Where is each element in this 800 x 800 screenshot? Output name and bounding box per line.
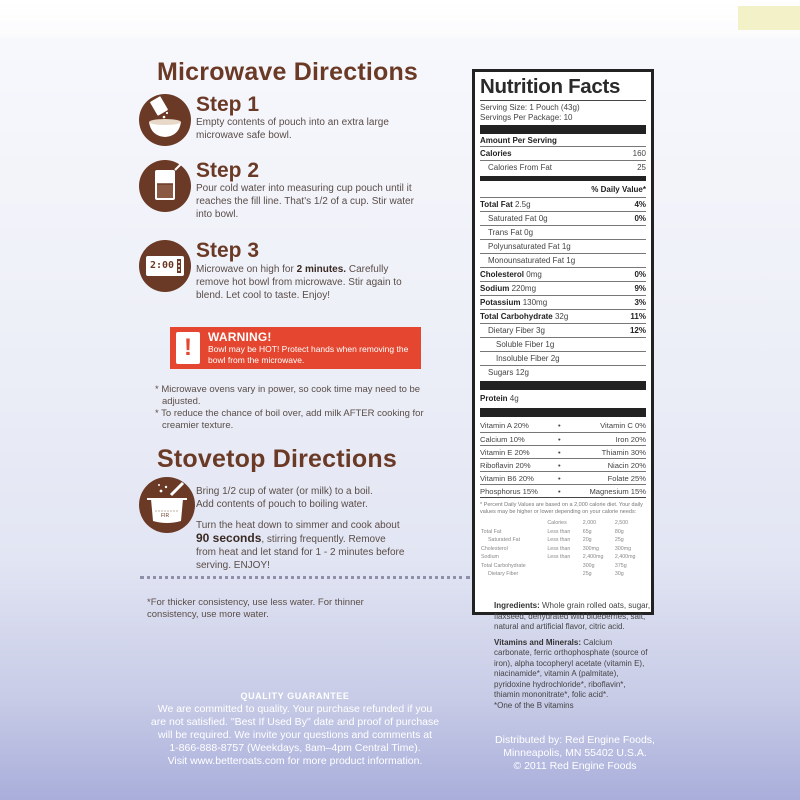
step-1-text <box>196 116 389 142</box>
step-3-text <box>196 263 402 302</box>
note-line: *For thicker consistency, use less water. For thinner <box>147 597 364 608</box>
top-strip <box>0 0 800 38</box>
bullet: • <box>558 421 561 430</box>
stovetop-line: from heat and let stand for 1 - 2 minutes before <box>196 547 405 558</box>
step-2-line: Pour cold water into measuring cup pouch until it <box>196 183 412 194</box>
nutrient-label <box>496 352 560 366</box>
quality-line: We are committed to quality. Your purchase refunded if you <box>157 703 433 715</box>
nutrient-label <box>480 198 531 212</box>
nutrition-title: Nutrition Facts <box>480 75 621 98</box>
nutrient-amount: 32g <box>552 312 569 321</box>
vitamin-value: Phosphorus 15% <box>480 487 538 496</box>
nutrient-label <box>480 282 536 296</box>
nutrient-amount: 2g <box>548 354 560 363</box>
distributor-line: Distributed by: Red Engine Foods, <box>495 734 655 746</box>
nutrient-amount: 2.5g <box>512 200 531 209</box>
step-1-title: Step 1 <box>196 93 260 116</box>
measuring-pouch-icon <box>139 160 191 212</box>
ingredients-text <box>494 601 652 633</box>
calories-fat-row <box>480 160 646 174</box>
dv-table-cell: 300g <box>582 562 595 569</box>
nutrient-name: Polyunsaturated Fat <box>488 242 560 251</box>
dv-table-row <box>480 519 646 528</box>
note-line: consistency, use more water. <box>147 609 269 620</box>
warning-body: Bowl may be HOT! Protect hands when removing the bowl from the microwave. <box>208 344 409 365</box>
nutrient-name: Monounsaturated Fat <box>488 256 565 265</box>
vitamin-value: Vitamin E 20% <box>480 448 530 457</box>
nutrient-dv: 4% <box>634 200 646 209</box>
distributor-info <box>470 734 680 773</box>
dv-table-row <box>480 570 646 579</box>
bullet: • <box>558 474 561 483</box>
divider-thick <box>480 125 646 134</box>
protein-label: Protein <box>480 394 508 403</box>
pouch-bowl-icon <box>139 94 191 146</box>
step-2-line: reaches the fill line. That's 1/2 of a cup. Stir water <box>196 196 414 207</box>
dv-table-row <box>480 562 646 571</box>
nutrient-label <box>480 268 542 282</box>
amount-per-serving: Amount Per Serving <box>480 136 557 145</box>
nutrient-row <box>480 225 646 239</box>
nutrient-row <box>480 337 646 351</box>
nutrient-label <box>488 366 529 380</box>
vitamin-value: Thiamin 30% <box>601 448 646 457</box>
ingredients-block <box>494 601 652 711</box>
vitamin-value: Vitamin A 20% <box>480 421 529 430</box>
nutrient-row <box>480 309 646 323</box>
bullet: • <box>558 461 561 470</box>
exclamation-icon: ! <box>176 332 200 364</box>
nutrient-row <box>480 351 646 365</box>
vitamin-value: Iron 20% <box>615 435 646 444</box>
note-line: * Microwave ovens vary in power, so cook time may need to be <box>155 384 421 395</box>
nutrient-dv: 0% <box>634 270 646 279</box>
nutrient-name: Dietary Fiber <box>488 326 534 335</box>
copyright-line: © 2011 Red Engine Foods <box>513 760 637 772</box>
step-2-title: Step 2 <box>196 159 260 182</box>
ingredients-label: Ingredients: <box>494 601 540 610</box>
quality-line: 1-866-888-8757 (Weekdays, 8am–4pm Central Time). <box>169 742 421 754</box>
stovetop-line: Turn the heat down to simmer and cook about <box>196 520 400 531</box>
consistency-note <box>147 597 457 621</box>
nutrient-label <box>488 226 533 240</box>
dv-table-cell: Calories <box>547 520 567 526</box>
vitamin-value: Folate 25% <box>607 474 646 483</box>
dv-table-cell: Cholesterol <box>481 545 508 552</box>
dv-table-cell: Less than <box>547 528 571 535</box>
note-line: * To reduce the chance of boil over, add milk AFTER cooking for <box>155 408 424 419</box>
dv-header-row <box>480 183 646 197</box>
dv-table-row <box>480 536 646 545</box>
vitamin-row <box>480 432 646 445</box>
vitamin-value: Magnesium 15% <box>589 487 646 496</box>
step-2-text <box>196 182 414 221</box>
nutrient-amount: 0g <box>536 214 548 223</box>
dv-table-cell: Saturated Fat <box>488 537 521 543</box>
dv-table-cell: 2,400mg <box>614 554 636 560</box>
nutrient-label <box>488 240 571 254</box>
dv-table-cell: 300mg <box>582 545 599 552</box>
quality-line: are not satisfied. "Best If Used By" date and proof of purchase <box>150 716 440 728</box>
protein-row <box>480 392 646 406</box>
dv-table-cell <box>546 562 581 571</box>
step-3-line <box>196 263 402 276</box>
vitamin-value: Vitamin B6 20% <box>480 474 534 483</box>
step-3-title: Step 3 <box>196 239 260 262</box>
stovetop-line <box>196 532 404 546</box>
nutrient-amount: 220mg <box>509 284 537 293</box>
dv-table-cell: Sodium <box>481 554 499 560</box>
nutrient-name: Potassium <box>480 298 521 307</box>
nutrient-label <box>488 324 545 338</box>
microwave-notes <box>155 384 455 432</box>
stovetop-line: serving. ENJOY! <box>196 560 270 571</box>
stovetop-line: Add contents of pouch to boiling water. <box>196 499 368 510</box>
step-3-post: Carefully <box>346 264 389 275</box>
note-line: creamier texture. <box>162 420 234 431</box>
nutrient-name: Total Fat <box>480 200 513 209</box>
warning-banner <box>170 327 421 369</box>
distributor-line: Minneapolis, MN 55402 U.S.A. <box>503 747 647 759</box>
calories-value: 160 <box>632 149 646 158</box>
dv-table-cell: 25g <box>582 571 592 577</box>
nutrient-dv: 12% <box>629 326 646 335</box>
nutrient-dv: 0% <box>634 214 646 223</box>
vitamin-row <box>480 445 646 458</box>
nutrient-amount: 1g <box>559 242 571 251</box>
dv-table-cell: Total Fat <box>481 528 502 535</box>
dv-header: % Daily Value* <box>591 185 646 194</box>
dv-table-cell: Less than <box>547 554 571 560</box>
dv-table-row <box>480 528 646 537</box>
dv-table-cell: Less than <box>547 537 571 543</box>
divider-mid <box>480 176 646 181</box>
dv-table-cell: Dietary Fiber <box>488 571 519 577</box>
nutrient-amount: 1g <box>543 340 555 349</box>
nutrient-label <box>480 310 568 324</box>
timer-readout: 2:00 <box>149 260 175 271</box>
nutrient-row <box>480 267 646 281</box>
dv-table-cell <box>546 570 581 579</box>
vitamin-row <box>480 471 646 484</box>
dv-table-cell: 375g <box>614 562 627 569</box>
nutrient-row <box>480 253 646 267</box>
nutrient-amount: 1g <box>564 256 576 265</box>
nutrient-row <box>480 365 646 379</box>
nutrient-name: Trans Fat <box>488 228 522 237</box>
b-vitamins-footnote: *One of the B vitamins <box>494 700 574 710</box>
nutrient-dv: 3% <box>634 298 646 307</box>
pot-icon <box>139 477 195 533</box>
dv-table-cell: 80g <box>614 528 624 535</box>
protein-value: 4g <box>507 394 519 403</box>
vitamin-rows <box>480 419 646 497</box>
microwave-timer-icon <box>139 240 191 292</box>
nutrient-label <box>488 212 548 226</box>
daily-value-table <box>480 519 646 579</box>
stovetop-text <box>196 485 404 572</box>
step-1-line: microwave safe bowl. <box>196 130 292 141</box>
serving-size: Serving Size: 1 Pouch (43g) <box>480 103 580 112</box>
nutrient-label <box>496 338 554 352</box>
dv-table-row <box>480 545 646 554</box>
calories-fat-label: Calories From Fat <box>488 163 553 172</box>
calories-row <box>480 146 646 160</box>
nutrient-name: Insoluble Fiber <box>496 354 549 363</box>
stovetop-time: 90 seconds <box>196 531 262 545</box>
nutrient-rows <box>480 197 646 379</box>
divider-thick <box>480 408 646 417</box>
bullet: • <box>558 487 561 496</box>
vitamin-row <box>480 484 646 497</box>
bullet: • <box>558 435 561 444</box>
nutrient-name: Sugars <box>488 368 514 377</box>
nutrient-amount: 3g <box>533 326 545 335</box>
vitamin-value: Calcium 10% <box>480 435 525 444</box>
nutrient-name: Sodium <box>480 284 510 293</box>
dv-table-cell: 2,400mg <box>582 554 604 560</box>
dv-table-cell: 2,500 <box>614 520 629 526</box>
bullet: • <box>558 448 561 457</box>
nutrient-dv: 11% <box>630 312 646 321</box>
vitamins-minerals-list: Calcium carbonate, ferric orthophosphate (source of iron), alpha tocopheryl acetate (vitamin E), niacinamide*, vitamin A (palmitate), pyridoxine hydrochloride*, riboflavin*, thiamin mononitrate*, folic acid*. <box>494 637 648 699</box>
dv-table-cell: Total Carbohydrate <box>481 562 526 569</box>
vitamin-value: Riboflavin 20% <box>480 461 531 470</box>
nutrient-name: Saturated Fat <box>488 214 537 223</box>
vitamin-value: Vitamin C 0% <box>600 421 646 430</box>
step-1-line: Empty contents of pouch into an extra large <box>196 117 389 128</box>
quality-line: will be required. We invite your questions and comments at <box>157 729 433 741</box>
nutrient-label <box>480 296 547 310</box>
vitamin-row <box>480 419 646 432</box>
dv-table-cell: 65g <box>582 528 592 535</box>
step-3-bold: 2 minutes. <box>296 264 347 275</box>
servings-per-package: Servings Per Package: 10 <box>480 113 573 122</box>
nutrient-name: Cholesterol <box>480 270 525 279</box>
vitamin-value: Niacin 20% <box>607 461 646 470</box>
nutrient-row <box>480 239 646 253</box>
nutrient-row <box>480 197 646 211</box>
step-3-pre: Microwave on high for <box>196 264 297 275</box>
dv-table-cell: 30g <box>614 571 624 577</box>
dotted-divider <box>140 576 470 579</box>
nutrient-row <box>480 323 646 337</box>
yellow-flap <box>738 6 800 30</box>
nutrient-amount: 12g <box>513 368 529 377</box>
nutrient-label <box>488 254 575 268</box>
nutrient-row <box>480 211 646 225</box>
dv-table-cell: Less than <box>547 545 571 552</box>
vitamins-minerals-text <box>494 638 652 701</box>
nutrient-name: Total Carbohydrate <box>480 312 553 321</box>
note-line: adjusted. <box>162 396 201 407</box>
calories-fat-value: 25 <box>637 163 646 172</box>
nutrient-name: Soluble Fiber <box>496 340 544 349</box>
stovetop-line-rest: , stirring frequently. Remove <box>261 534 386 545</box>
stovetop-heading: Stovetop Directions <box>157 445 397 473</box>
nutrient-dv: 9% <box>634 284 646 293</box>
quality-line: Visit www.betteroats.com for more product information. <box>167 755 423 767</box>
nutrient-row <box>480 281 646 295</box>
divider-thick <box>480 381 646 390</box>
vitamin-row <box>480 458 646 471</box>
dv-table-cell: 300mg <box>614 545 632 552</box>
dv-table-cell: 2,000 <box>582 520 597 526</box>
calories-label: Calories <box>480 149 512 158</box>
dv-table-cell: 20g <box>582 537 592 543</box>
ingredients-list: Whole grain rolled oats, sugar, flaxseed, dehydrated wild blueberries, salt, natural and artificial flavor, citric acid. <box>494 601 651 631</box>
step-3-line: remove hot bowl from microwave. Stir again to <box>196 277 402 288</box>
quality-title: QUALITY GUARANTEE <box>240 691 350 701</box>
nutrition-facts-panel <box>472 69 654 615</box>
pot-fill-label: FIR <box>161 513 170 519</box>
dv-table-cell <box>480 519 546 528</box>
microwave-heading: Microwave Directions <box>157 58 419 86</box>
nutrient-row <box>480 295 646 309</box>
dv-table-row <box>480 553 646 562</box>
step-2-line: into bowl. <box>196 209 239 220</box>
dv-table-cell: 25g <box>614 537 624 543</box>
nutrient-amount: 0g <box>521 228 534 237</box>
nutrient-amount: 0mg <box>524 270 542 279</box>
dv-footnote: * Percent Daily Values are based on a 2,000 calorie diet. Your daily values may be higher or lower depending on your calorie needs: <box>480 502 643 515</box>
vitamins-minerals-label: Vitamins and Minerals: <box>494 637 581 647</box>
nutrient-amount: 130mg <box>520 298 548 307</box>
stovetop-line: Bring 1/2 cup of water (or milk) to a boil. <box>196 486 373 497</box>
step-3-line: blend. Let cool to taste. Enjoy! <box>196 290 330 301</box>
warning-title: WARNING! <box>208 330 272 344</box>
